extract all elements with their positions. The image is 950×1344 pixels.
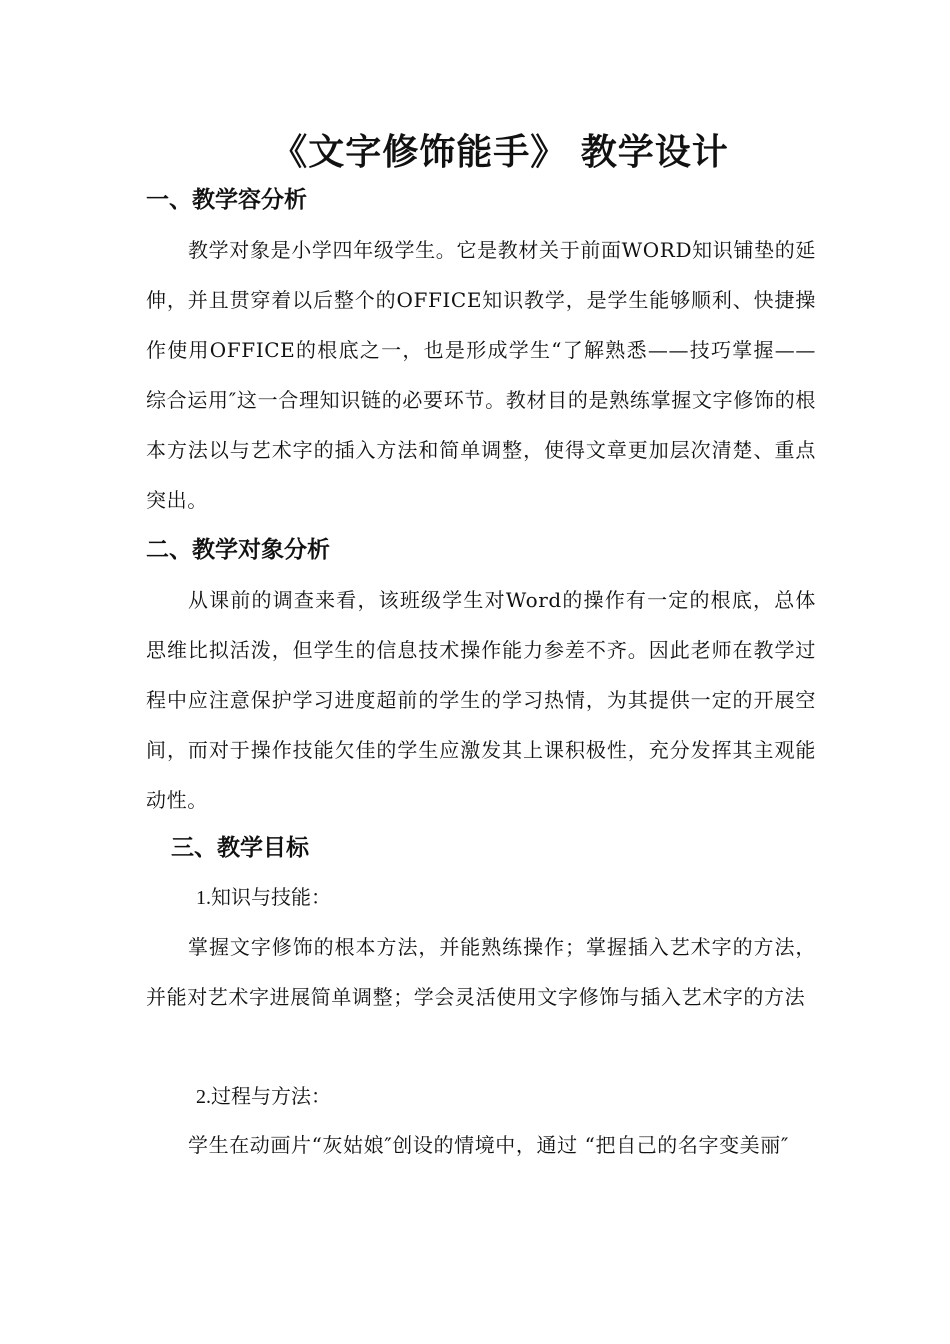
paragraph-content-analysis: 教学对象是小学四年级学生。它是教材关于前面WORD知识铺垫的延伸，并且贯穿着以后整个的OFFICE知识教学，是学生能够顺利、快捷操作使用OFFICE的根底之一，也是形成学生“了解熟悉——技巧掌握——综合运用″这一合理知识链的必要环节。教材目的是熟练掌握文字修饰的根本方法以与艺术字的插入方法和简单调整，使得文章更加层次清楚、重点突出。 <box>146 238 816 512</box>
section-heading-content-analysis: 一、教学容分析 <box>146 187 307 213</box>
subheading-process-methods: 2.过程与方法： <box>196 1086 331 1108</box>
paragraph-knowledge-skills: 掌握文字修饰的根本方法，并能熟练操作；掌握插入艺术字的方法，并能对艺术字进展简单调整；学会灵活使用文字修饰与插入艺术字的方法 <box>146 935 816 1009</box>
section-heading-teaching-goals: 三、教学目标 <box>171 835 309 861</box>
subheading-knowledge-skills: 1.知识与技能： <box>196 887 331 909</box>
paragraph-process-methods: 学生在动画片“灰姑娘″创设的情境中，通过 “把自己的名字变美丽″ <box>188 1133 789 1157</box>
paragraph-student-analysis: 从课前的调查来看，该班级学生对Word的操作有一定的根底，总体思维比拟活泼，但学生的信息技术操作能力参差不齐。因此老师在教学过程中应注意保护学习进度超前的学生的学习热情，为其提供一定的开展空间，而对于操作技能欠佳的学生应激发其上课积极性，充分发挥其主观能动性。 <box>146 588 816 812</box>
document-title: 《文字修饰能手》 教学设计 <box>271 131 729 173</box>
section-heading-student-analysis: 二、教学对象分析 <box>146 537 330 563</box>
